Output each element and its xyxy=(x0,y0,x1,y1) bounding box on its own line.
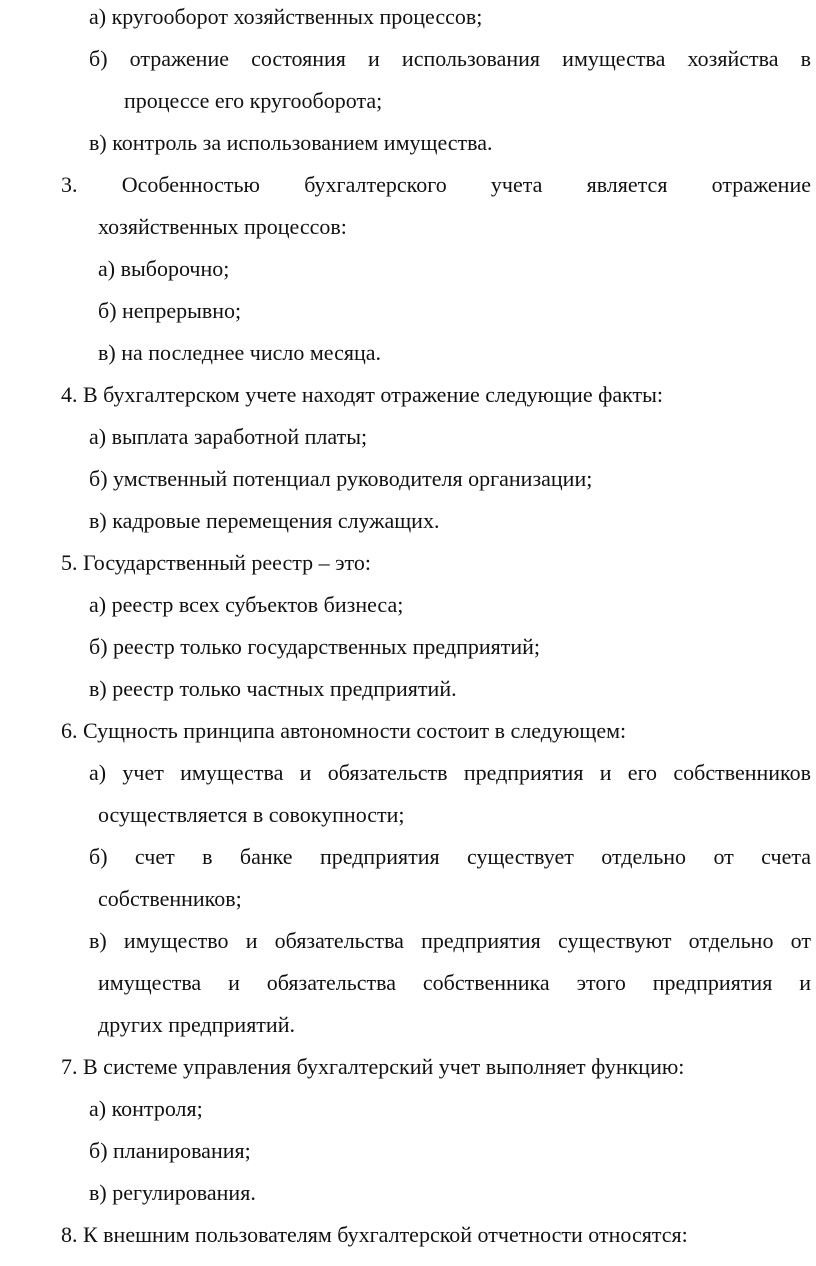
text-line: в) контроль за использованием имущества. xyxy=(89,130,493,155)
text-line: других предприятий. xyxy=(98,1012,295,1037)
option-a: а) выборочно; xyxy=(98,256,230,281)
text-line: хозяйственных процессов: xyxy=(98,214,347,239)
option-b: б) непрерывно; xyxy=(98,298,242,323)
question-5: 5. Государственный реестр – это: xyxy=(61,550,371,575)
option-a: а) контроля; xyxy=(89,1096,203,1121)
option-c: в) кадровые перемещения служащих. xyxy=(89,508,440,533)
question-6: 6. Сущность принципа автономности состоит в следующем: xyxy=(61,718,627,743)
option-c: в) имущество и обязательства предприятия существуют отдельно от xyxy=(89,928,811,953)
option-b: б) реестр только государственных предприятий; xyxy=(89,634,541,659)
text-line: осуществляется в совокупности; xyxy=(98,802,405,827)
question-8: 8. К внешним пользователям бухгалтерской отчетности относятся: xyxy=(61,1222,688,1247)
question-7: 7. В системе управления бухгалтерский учет выполняет функцию: xyxy=(61,1054,685,1079)
question-3: 3. Особенностью бухгалтерского учета является отражение xyxy=(61,172,811,197)
option-c: в) регулирования. xyxy=(89,1180,256,1205)
text-line: имущества и обязательства собственника этого предприятия и xyxy=(98,970,811,995)
option-c: в) реестр только частных предприятий. xyxy=(89,676,457,701)
text-line: процессе его кругооборота; xyxy=(124,88,383,113)
option-a: а) выплата заработной платы; xyxy=(89,424,368,449)
question-4: 4. В бухгалтерском учете находят отражение следующие факты: xyxy=(61,382,664,407)
option-a: а) реестр всех субъектов бизнеса; xyxy=(89,592,404,617)
option-b: б) умственный потенциал руководителя организации; xyxy=(89,466,593,491)
option-b: б) счет в банке предприятия существует отдельно от счета xyxy=(89,844,811,869)
option-a: а) учет имущества и обязательств предприятия и его собственников xyxy=(89,760,811,785)
option-c: в) на последнее число месяца. xyxy=(98,340,382,365)
text-line: а) кругооборот хозяйственных процессов; xyxy=(89,4,483,29)
text-line: б) отражение состояния и использования имущества хозяйства в xyxy=(89,46,811,71)
text-line: собственников; xyxy=(98,886,242,911)
option-b: б) планирования; xyxy=(89,1138,251,1163)
